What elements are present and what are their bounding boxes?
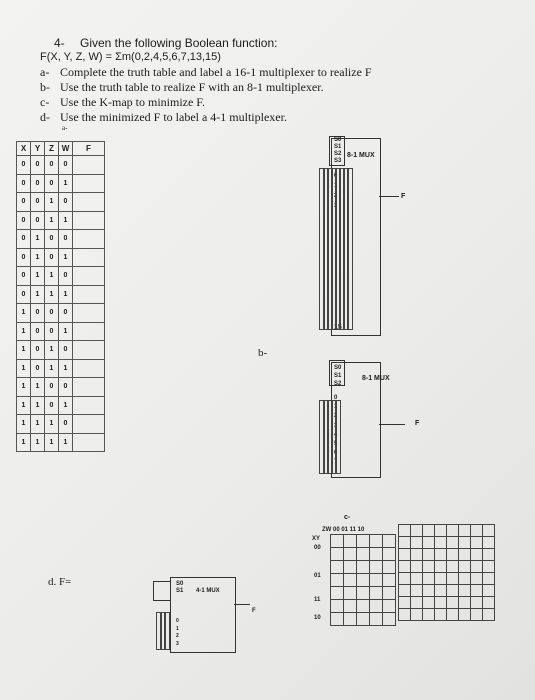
- mux8-select-0: S0: [334, 365, 342, 371]
- problem-heading: Given the following Boolean function:: [80, 36, 278, 50]
- f-output-cell[interactable]: [73, 267, 105, 286]
- part-a-marker: a-: [62, 124, 68, 132]
- kmap-cell[interactable]: [459, 573, 471, 585]
- kmap-cell[interactable]: [423, 573, 435, 585]
- kmap-row: [331, 535, 396, 548]
- kmap-cell[interactable]: [357, 561, 370, 574]
- table-row: [17, 378, 105, 397]
- input-cell: 0: [45, 248, 59, 267]
- table-row: [17, 359, 105, 378]
- part-c-label: c-: [40, 95, 50, 109]
- part-a-text: Complete the truth table and label a 16-1 multiplexer to realize F: [60, 65, 372, 79]
- input-cell: 0: [17, 248, 31, 267]
- input-cell: 0: [59, 378, 73, 397]
- kmap-cell[interactable]: [423, 549, 435, 561]
- kmap-cell[interactable]: [399, 585, 411, 597]
- input-cell: 0: [31, 156, 45, 175]
- input-cell: 1: [59, 285, 73, 304]
- part-d-label: d-: [40, 110, 50, 124]
- table-row: [17, 433, 105, 452]
- mux8-input-1: 1: [334, 404, 338, 411]
- kmap-cell[interactable]: [411, 573, 423, 585]
- kmap-row: [399, 609, 495, 621]
- mux4-input-0: 0: [176, 618, 179, 624]
- kmap-cell[interactable]: [344, 600, 357, 613]
- table-row: [17, 211, 105, 230]
- table-row: [17, 248, 105, 267]
- boolean-function: F(X, Y, Z, W) = Σm(0,2,4,5,6,7,13,15): [40, 51, 221, 63]
- truth-table-header-cell: W: [59, 142, 73, 156]
- input-cell: 1: [31, 267, 45, 286]
- kmap-cell[interactable]: [344, 587, 357, 600]
- truth-table-header-cell: F: [73, 142, 105, 156]
- kmap-cell[interactable]: [471, 525, 483, 537]
- kmap-cell[interactable]: [331, 574, 344, 587]
- kmap-row: [399, 585, 495, 597]
- mux4-select-bracket: [153, 581, 171, 601]
- kmap-cell[interactable]: [447, 573, 459, 585]
- kmap-grid-left: [330, 534, 396, 626]
- f-output-cell[interactable]: [73, 156, 105, 175]
- table-row: [17, 193, 105, 212]
- f-output-cell[interactable]: [73, 378, 105, 397]
- kmap-grid-right: [398, 524, 495, 621]
- input-cell: 1: [31, 415, 45, 434]
- kmap-cell[interactable]: [370, 587, 383, 600]
- kmap-cell[interactable]: [435, 573, 447, 585]
- input-cell: 0: [45, 230, 59, 249]
- f-output-cell[interactable]: [73, 341, 105, 360]
- kmap-cell[interactable]: [471, 549, 483, 561]
- input-cell: 1: [17, 304, 31, 323]
- kmap-cell[interactable]: [435, 597, 447, 609]
- kmap-cell[interactable]: [370, 548, 383, 561]
- f-output-cell[interactable]: [73, 433, 105, 452]
- kmap-cell[interactable]: [471, 573, 483, 585]
- input-cell: 1: [45, 341, 59, 360]
- f-output-cell[interactable]: [73, 248, 105, 267]
- input-cell: 1: [17, 359, 31, 378]
- input-cell: 0: [31, 193, 45, 212]
- kmap-cell[interactable]: [447, 585, 459, 597]
- table-row: [17, 304, 105, 323]
- kmap-cell[interactable]: [383, 535, 396, 548]
- mux8-select-2: S2: [334, 381, 342, 387]
- part-d-text: Use the minimized F to label a 4-1 multiplexer.: [60, 110, 287, 124]
- mux8-title: 8-1 MUX: [362, 375, 390, 382]
- kmap-row: [331, 548, 396, 561]
- kmap-cell[interactable]: [423, 609, 435, 621]
- input-cell: 1: [17, 433, 31, 452]
- input-cell: 1: [59, 433, 73, 452]
- kmap-cell[interactable]: [411, 597, 423, 609]
- mux8-input-3: 3: [334, 422, 338, 429]
- input-cell: 0: [45, 156, 59, 175]
- truth-table-header-cell: Y: [31, 142, 45, 156]
- mux16-output-line: [379, 196, 399, 197]
- mux8-output-label: F: [415, 420, 420, 427]
- mux8-output-line: [379, 424, 405, 425]
- kmap-cell[interactable]: [435, 525, 447, 537]
- input-cell: 0: [31, 359, 45, 378]
- input-cell: 0: [17, 230, 31, 249]
- mux4-output-line: [234, 604, 250, 605]
- f-output-cell[interactable]: [73, 396, 105, 415]
- kmap-cell[interactable]: [411, 549, 423, 561]
- kmap-cell[interactable]: [471, 597, 483, 609]
- kmap-cell[interactable]: [423, 561, 435, 573]
- mux8-select-1: S1: [334, 373, 342, 379]
- input-cell: 1: [45, 267, 59, 286]
- table-row: [17, 156, 105, 175]
- part-b-label: b-: [40, 80, 50, 94]
- kmap-cell[interactable]: [423, 525, 435, 537]
- kmap-col-header: ZW 00 01 11 10: [322, 527, 365, 533]
- kmap-cell[interactable]: [483, 525, 495, 537]
- kmap-row-var: XY: [312, 536, 321, 542]
- kmap-cell[interactable]: [411, 525, 423, 537]
- input-cell: 0: [17, 285, 31, 304]
- input-cell: 1: [59, 211, 73, 230]
- mux4-input-3: 3: [176, 640, 179, 647]
- mux4-input-1: 1: [176, 625, 179, 632]
- input-cell: 0: [59, 230, 73, 249]
- kmap-cell[interactable]: [383, 600, 396, 613]
- input-cell: 1: [17, 378, 31, 397]
- kmap-cell[interactable]: [370, 535, 383, 548]
- kmap-cell[interactable]: [471, 609, 483, 621]
- input-cell: 0: [45, 174, 59, 193]
- input-cell: 1: [31, 248, 45, 267]
- kmap-row: [399, 573, 495, 585]
- kmap-cell[interactable]: [331, 561, 344, 574]
- input-cell: 1: [45, 285, 59, 304]
- input-cell: 0: [45, 322, 59, 341]
- input-cell: 1: [17, 341, 31, 360]
- input-cell: 0: [31, 341, 45, 360]
- mux16-title: 8-1 MUX: [347, 152, 375, 159]
- kmap-row: [331, 613, 396, 626]
- truth-table-header-cell: Z: [45, 142, 59, 156]
- kmap-cell[interactable]: [447, 549, 459, 561]
- input-cell: 0: [59, 267, 73, 286]
- mux8-input-0: 0: [334, 395, 338, 401]
- truth-table-header-cell: X: [17, 142, 31, 156]
- input-cell: 0: [59, 341, 73, 360]
- kmap-part-label: c-: [344, 514, 351, 521]
- kmap-cell[interactable]: [483, 561, 495, 573]
- kmap-cell[interactable]: [331, 548, 344, 561]
- kmap-cell[interactable]: [411, 537, 423, 549]
- input-cell: 1: [45, 433, 59, 452]
- kmap-cell[interactable]: [357, 613, 370, 626]
- kmap-row-00: 00: [314, 545, 321, 551]
- input-cell: 0: [31, 174, 45, 193]
- mux4-title: 4-1 MUX: [196, 588, 220, 594]
- part-d-equation: d. F=: [48, 576, 72, 588]
- mux4-select-s1: S1: [176, 588, 184, 594]
- table-row: [17, 230, 105, 249]
- kmap-cell[interactable]: [423, 537, 435, 549]
- mux16-input-2: 2: [334, 193, 338, 199]
- kmap-cell[interactable]: [483, 609, 495, 621]
- table-row: [17, 415, 105, 434]
- part-b-marker: b-: [258, 347, 268, 359]
- input-cell: 0: [17, 211, 31, 230]
- kmap-cell[interactable]: [383, 548, 396, 561]
- kmap-cell[interactable]: [423, 597, 435, 609]
- kmap-cell[interactable]: [331, 587, 344, 600]
- input-cell: 0: [59, 304, 73, 323]
- input-cell: 1: [31, 433, 45, 452]
- kmap-cell[interactable]: [411, 609, 423, 621]
- kmap-cell[interactable]: [459, 597, 471, 609]
- kmap-cell[interactable]: [399, 537, 411, 549]
- kmap-row: [399, 561, 495, 573]
- table-row: [17, 322, 105, 341]
- kmap-row: [331, 587, 396, 600]
- table-row: [17, 267, 105, 286]
- kmap-cell[interactable]: [483, 549, 495, 561]
- input-cell: 0: [31, 322, 45, 341]
- kmap-row: [399, 597, 495, 609]
- truth-table: [16, 141, 105, 452]
- mux8-input-6: 6: [334, 450, 338, 457]
- kmap-cell[interactable]: [357, 548, 370, 561]
- truth-table-header: [17, 142, 105, 156]
- kmap-row-01: 01: [314, 573, 321, 579]
- kmap-cell[interactable]: [370, 561, 383, 574]
- mux16-input-3: 3: [334, 203, 338, 209]
- input-cell: 1: [45, 415, 59, 434]
- kmap-cell[interactable]: [447, 561, 459, 573]
- input-cell: 0: [31, 304, 45, 323]
- kmap-cell[interactable]: [411, 585, 423, 597]
- kmap-cell[interactable]: [370, 600, 383, 613]
- kmap-cell[interactable]: [357, 600, 370, 613]
- mux16-input-0: 0: [334, 173, 338, 179]
- kmap-cell[interactable]: [423, 585, 435, 597]
- mux16-output-label: F: [401, 193, 406, 200]
- mux16-select-0: S0: [334, 137, 342, 143]
- mux16-select-1: S1: [334, 144, 342, 150]
- part-b-text: Use the truth table to realize F with an 8-1 multiplexer.: [60, 80, 324, 94]
- input-cell: 0: [17, 156, 31, 175]
- input-cell: 0: [45, 396, 59, 415]
- kmap-cell[interactable]: [459, 585, 471, 597]
- kmap-cell[interactable]: [370, 613, 383, 626]
- mux4-input-2: 2: [176, 633, 179, 639]
- kmap-row-10: 10: [314, 615, 321, 621]
- kmap-cell[interactable]: [435, 585, 447, 597]
- f-output-cell[interactable]: [73, 193, 105, 212]
- f-output-cell[interactable]: [73, 285, 105, 304]
- kmap-cell[interactable]: [483, 585, 495, 597]
- input-cell: 1: [59, 396, 73, 415]
- kmap-cell[interactable]: [399, 573, 411, 585]
- kmap-cell[interactable]: [383, 613, 396, 626]
- kmap-cell[interactable]: [459, 549, 471, 561]
- part-c-text: Use the K-map to minimize F.: [60, 95, 206, 109]
- f-output-cell[interactable]: [73, 174, 105, 193]
- kmap-cell[interactable]: [383, 561, 396, 574]
- kmap-cell[interactable]: [459, 609, 471, 621]
- f-output-cell[interactable]: [73, 304, 105, 323]
- mux4-input-wire-2[interactable]: [164, 612, 170, 650]
- input-cell: 0: [45, 304, 59, 323]
- kmap-row: [399, 549, 495, 561]
- table-row: [17, 396, 105, 415]
- kmap-cell[interactable]: [399, 561, 411, 573]
- kmap-cell[interactable]: [411, 561, 423, 573]
- f-output-cell[interactable]: [73, 211, 105, 230]
- kmap-cell[interactable]: [483, 573, 495, 585]
- input-cell: 1: [31, 378, 45, 397]
- kmap-cell[interactable]: [435, 537, 447, 549]
- kmap-cell[interactable]: [435, 561, 447, 573]
- input-cell: 1: [59, 322, 73, 341]
- kmap-cell[interactable]: [357, 535, 370, 548]
- f-output-cell[interactable]: [73, 322, 105, 341]
- kmap-cell[interactable]: [459, 525, 471, 537]
- f-output-cell[interactable]: [73, 359, 105, 378]
- part-a-label: a-: [40, 65, 50, 79]
- input-cell: 1: [17, 322, 31, 341]
- kmap-cell[interactable]: [383, 587, 396, 600]
- kmap-row-11: 11: [314, 597, 321, 603]
- mux16-input-1: 1: [334, 183, 338, 189]
- input-cell: 0: [17, 193, 31, 212]
- kmap-cell[interactable]: [447, 525, 459, 537]
- mux8-input-4: 4: [334, 431, 338, 438]
- f-output-cell[interactable]: [73, 230, 105, 249]
- f-output-cell[interactable]: [73, 415, 105, 434]
- input-cell: 1: [59, 359, 73, 378]
- kmap-cell[interactable]: [383, 574, 396, 587]
- kmap-cell[interactable]: [357, 587, 370, 600]
- kmap-cell[interactable]: [399, 597, 411, 609]
- mux8-input-7: 7: [334, 459, 338, 466]
- kmap-cell[interactable]: [447, 609, 459, 621]
- kmap-cell[interactable]: [471, 561, 483, 573]
- input-cell: 0: [17, 267, 31, 286]
- input-cell: 1: [45, 359, 59, 378]
- kmap-cell[interactable]: [459, 537, 471, 549]
- input-cell: 0: [45, 378, 59, 397]
- mux16-input-15: 15: [334, 324, 342, 331]
- table-row: [17, 174, 105, 193]
- input-cell: 1: [59, 174, 73, 193]
- input-cell: 1: [31, 285, 45, 304]
- kmap-row: [399, 537, 495, 549]
- input-cell: 0: [59, 156, 73, 175]
- kmap-cell[interactable]: [344, 561, 357, 574]
- input-cell: 0: [59, 415, 73, 434]
- input-cell: 0: [17, 174, 31, 193]
- kmap-cell[interactable]: [483, 537, 495, 549]
- kmap-row: [331, 600, 396, 613]
- mux4-output-label: F: [252, 608, 256, 614]
- kmap-cell[interactable]: [344, 574, 357, 587]
- kmap-row: [331, 574, 396, 587]
- kmap-cell[interactable]: [435, 609, 447, 621]
- input-cell: 1: [17, 415, 31, 434]
- kmap-cell[interactable]: [399, 609, 411, 621]
- kmap-cell[interactable]: [344, 613, 357, 626]
- input-cell: 1: [45, 193, 59, 212]
- table-row: [17, 285, 105, 304]
- kmap-cell[interactable]: [399, 525, 411, 537]
- kmap-cell[interactable]: [370, 574, 383, 587]
- problem-number: 4-: [54, 36, 65, 50]
- kmap-cell[interactable]: [471, 585, 483, 597]
- input-cell: 0: [31, 211, 45, 230]
- kmap-row: [331, 561, 396, 574]
- input-cell: 1: [31, 230, 45, 249]
- input-cell: 1: [31, 396, 45, 415]
- kmap-cell[interactable]: [399, 549, 411, 561]
- kmap-cell[interactable]: [459, 561, 471, 573]
- kmap-cell[interactable]: [483, 597, 495, 609]
- kmap-cell[interactable]: [471, 537, 483, 549]
- kmap-cell[interactable]: [435, 549, 447, 561]
- mux8-input-5: 5: [334, 441, 338, 447]
- input-cell: 1: [59, 248, 73, 267]
- mux4-select-s0: S0: [176, 581, 184, 587]
- kmap-cell[interactable]: [331, 600, 344, 613]
- kmap-cell[interactable]: [331, 613, 344, 626]
- mux16-input-wire-7[interactable]: [347, 168, 353, 330]
- kmap-row: [399, 525, 495, 537]
- kmap-cell[interactable]: [447, 537, 459, 549]
- kmap-cell[interactable]: [357, 574, 370, 587]
- kmap-cell[interactable]: [447, 597, 459, 609]
- kmap-cell[interactable]: [331, 535, 344, 548]
- mux16-select-2: S2: [334, 151, 342, 157]
- mux8-input-2: 2: [334, 413, 338, 420]
- mux16-select-3: S3: [334, 158, 342, 164]
- mux8-input-wire-4[interactable]: [335, 400, 341, 474]
- kmap-cell[interactable]: [344, 548, 357, 561]
- input-cell: 1: [45, 211, 59, 230]
- input-cell: 0: [59, 193, 73, 212]
- kmap-cell[interactable]: [344, 535, 357, 548]
- input-cell: 1: [17, 396, 31, 415]
- table-row: [17, 341, 105, 360]
